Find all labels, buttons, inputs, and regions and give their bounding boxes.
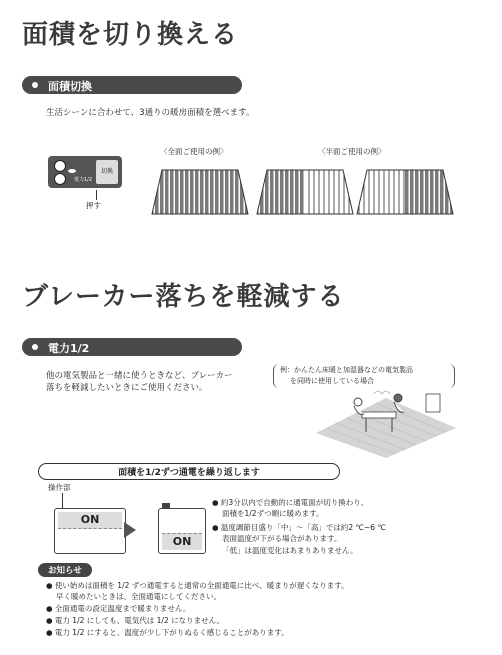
- bullet-1-line2: 面積を1/2ずつ順に暖めます。: [222, 509, 324, 518]
- notice-item-4: ● 電力 1/2 にすると、温度が少し下がりぬるく感じることがあります。: [46, 628, 289, 637]
- pill-label: 電力1/2: [48, 342, 90, 355]
- switch-button[interactable]: 切換: [96, 160, 118, 184]
- breaker-description-line2: 落ちを軽減したいときにご使用ください。: [46, 383, 208, 393]
- section-title-breaker: ブレーカー落ちを軽減する: [22, 282, 345, 312]
- pill-bullet: [32, 344, 38, 350]
- banner-text: 面積を1/2ずつ通電を繰り返します: [118, 468, 260, 478]
- arrow-right-icon: [124, 522, 136, 538]
- breaker-description-line1: 他の電気製品と一緒に使うときなど、ブレーカー: [46, 371, 233, 381]
- control-panel-illustration: [48, 156, 122, 188]
- control-small-label: 電力1/2: [74, 177, 93, 183]
- notice-item-1: ● 使い始めは面積を 1/2 ずつ通電すると通常の全面通電に比べ、暖まりが遅くなります。: [46, 581, 349, 590]
- section-pill-area-switch: [22, 76, 242, 94]
- bullet-2-line1: ● 温度調節目盛り「中」～「高」では約2 ℃~6 ℃: [212, 523, 386, 532]
- section-title-area-switch: 面積を切り換える: [22, 20, 239, 50]
- press-pointer-line: [96, 190, 97, 200]
- room-scene-illustration: [316, 388, 456, 458]
- indicator-lamp-icon: [54, 160, 66, 172]
- section-pill-power-half: [22, 338, 242, 356]
- on-label: ON: [80, 513, 100, 526]
- pill-label: 面積切換: [48, 80, 92, 93]
- caption-half-use: 〈半面ご使用の例〉: [318, 147, 386, 156]
- on-indicator-top: [58, 512, 122, 529]
- bullet-2-line2: 表面温度が下がる場合があります。: [222, 534, 342, 543]
- notice-badge: お知らせ: [38, 563, 92, 577]
- bullet-1-line1: ● 約3分以内で自動的に通電面が切り換わり、: [212, 498, 369, 507]
- example-line1: 例：かんたん床暖と加湿器などの電気製品: [280, 366, 413, 374]
- area-switch-description: 生活シーンに合わせて、3通りの暖房面積を選べます。: [46, 108, 255, 118]
- mat-half-right-illustration: [355, 168, 455, 218]
- notice-item-3: ● 電力 1/2 にしても、電気代は 1/2 になりません。: [46, 616, 225, 625]
- example-line2: を同時に使用している場合: [290, 377, 374, 385]
- control-pointer-line: [62, 493, 63, 509]
- panel-before: [54, 508, 126, 554]
- pill-bullet: [32, 82, 38, 88]
- notice-item-2: ● 全面通電の設定温度まで暖まりません。: [46, 604, 191, 613]
- on-indicator-bottom: [162, 533, 202, 550]
- indicator-lamp-icon: [54, 173, 66, 185]
- bullet-2-line3: 「低」は温度変化はあまりありません。: [222, 546, 358, 555]
- led-icon: [68, 169, 76, 173]
- alternating-banner: [38, 463, 340, 480]
- control-area-label: 操作部: [48, 483, 71, 492]
- notice-item-1-cont: 早く暖めたいときは、全面通電にしてください。: [56, 592, 221, 601]
- press-label: 押す: [86, 201, 101, 210]
- panel-after: [158, 508, 206, 554]
- caption-full-use: 〈全面ご使用の例〉: [160, 147, 228, 156]
- on-label: ON: [172, 535, 192, 548]
- mat-full-illustration: [150, 168, 250, 218]
- panel-tab: [162, 503, 170, 509]
- mat-half-left-illustration: [255, 168, 355, 218]
